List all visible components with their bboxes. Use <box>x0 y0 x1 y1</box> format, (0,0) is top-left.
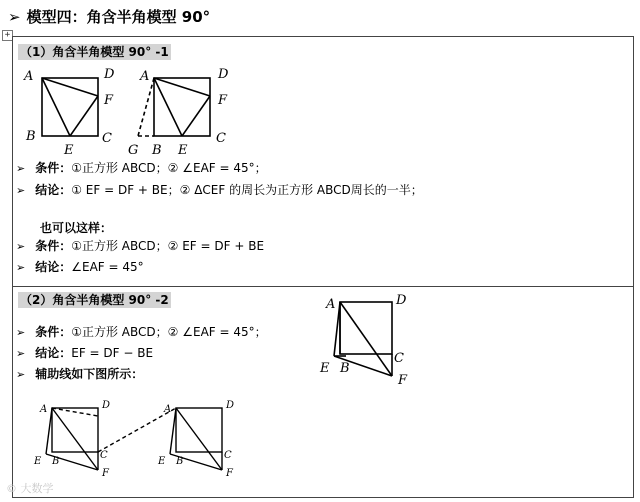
section1-figures <box>16 60 256 160</box>
fig2-label-b: B <box>152 143 162 158</box>
section1-alt-conclusion: ➢ 结论：∠EAF = 45° <box>16 260 144 274</box>
fig1-label-d: D <box>104 67 115 82</box>
section2-condition: ➢ 条件：①正方形 ABCD；② ∠EAF = 45°； <box>16 325 267 339</box>
fig1-label-e: E <box>64 143 74 158</box>
fig4-label-e: E <box>34 456 42 467</box>
section2-aux-figures <box>30 396 270 482</box>
section1-alt-title: 也可以这样： <box>40 221 113 235</box>
fig5-label-a: A <box>164 404 172 415</box>
fig3-label-d: D <box>396 293 407 308</box>
heading-bullet: ➢ <box>8 8 21 26</box>
page-heading <box>8 6 210 27</box>
fig3-label-e: E <box>320 361 330 376</box>
fig5-label-c: C <box>224 450 232 461</box>
section1-title: （1）角含半角模型 90° -1 <box>20 45 169 59</box>
section2-title: （2）角含半角模型 90° -2 <box>20 293 169 307</box>
section2-conclusion: ➢ 结论：EF = DF − BE <box>16 346 154 360</box>
fig3-label-c: C <box>394 351 404 366</box>
fig5-label-d: D <box>226 400 235 411</box>
fig2-label-a: A <box>140 69 150 84</box>
heading-title: 模型四：角含半角模型 90° <box>26 8 211 26</box>
fig2-label-g: G <box>128 143 139 158</box>
fig5-label-e: E <box>158 456 166 467</box>
fig4-label-b: B <box>52 456 60 467</box>
fig4-label-d: D <box>102 400 111 411</box>
fig1-label-f: F <box>104 93 114 108</box>
fig1-label-b: B <box>26 129 36 144</box>
section1-alt-condition: ➢ 条件：①正方形 ABCD；② EF = DF + BE <box>16 239 265 253</box>
fig4-label-a: A <box>40 404 48 415</box>
fig3-label-b: B <box>340 361 350 376</box>
fig1-label-a: A <box>24 69 34 84</box>
section2-aux-note: ➢ 辅助线如下图所示： <box>16 367 144 381</box>
section1-conclusion: ➢ 结论：① EF = DF + BE；② ΔCEF 的周长为正方形 ABCD周长的一半； <box>16 183 423 197</box>
fig2-label-c: C <box>216 131 226 146</box>
fig2-label-f: F <box>218 93 228 108</box>
fig1-square <box>42 78 98 136</box>
fig5-label-b: B <box>176 456 184 467</box>
fig4-label-f: F <box>102 468 109 479</box>
fig2-square <box>138 78 210 136</box>
fig4-label-c: C <box>100 450 108 461</box>
section2-figure-main <box>310 290 430 390</box>
fig2-label-d: D <box>218 67 229 82</box>
fig1-label-c: C <box>102 131 112 146</box>
table-row-divider <box>12 286 634 287</box>
fig3-label-a: A <box>326 297 336 312</box>
fig2-label-e: E <box>178 143 188 158</box>
fig5-label-f: F <box>226 468 233 479</box>
watermark: © 大数学 <box>6 482 54 495</box>
fig3-label-f: F <box>398 373 408 388</box>
section1-condition: ➢ 条件：①正方形 ABCD；② ∠EAF = 45°； <box>16 161 267 175</box>
table-anchor-handle[interactable]: + <box>2 30 13 41</box>
